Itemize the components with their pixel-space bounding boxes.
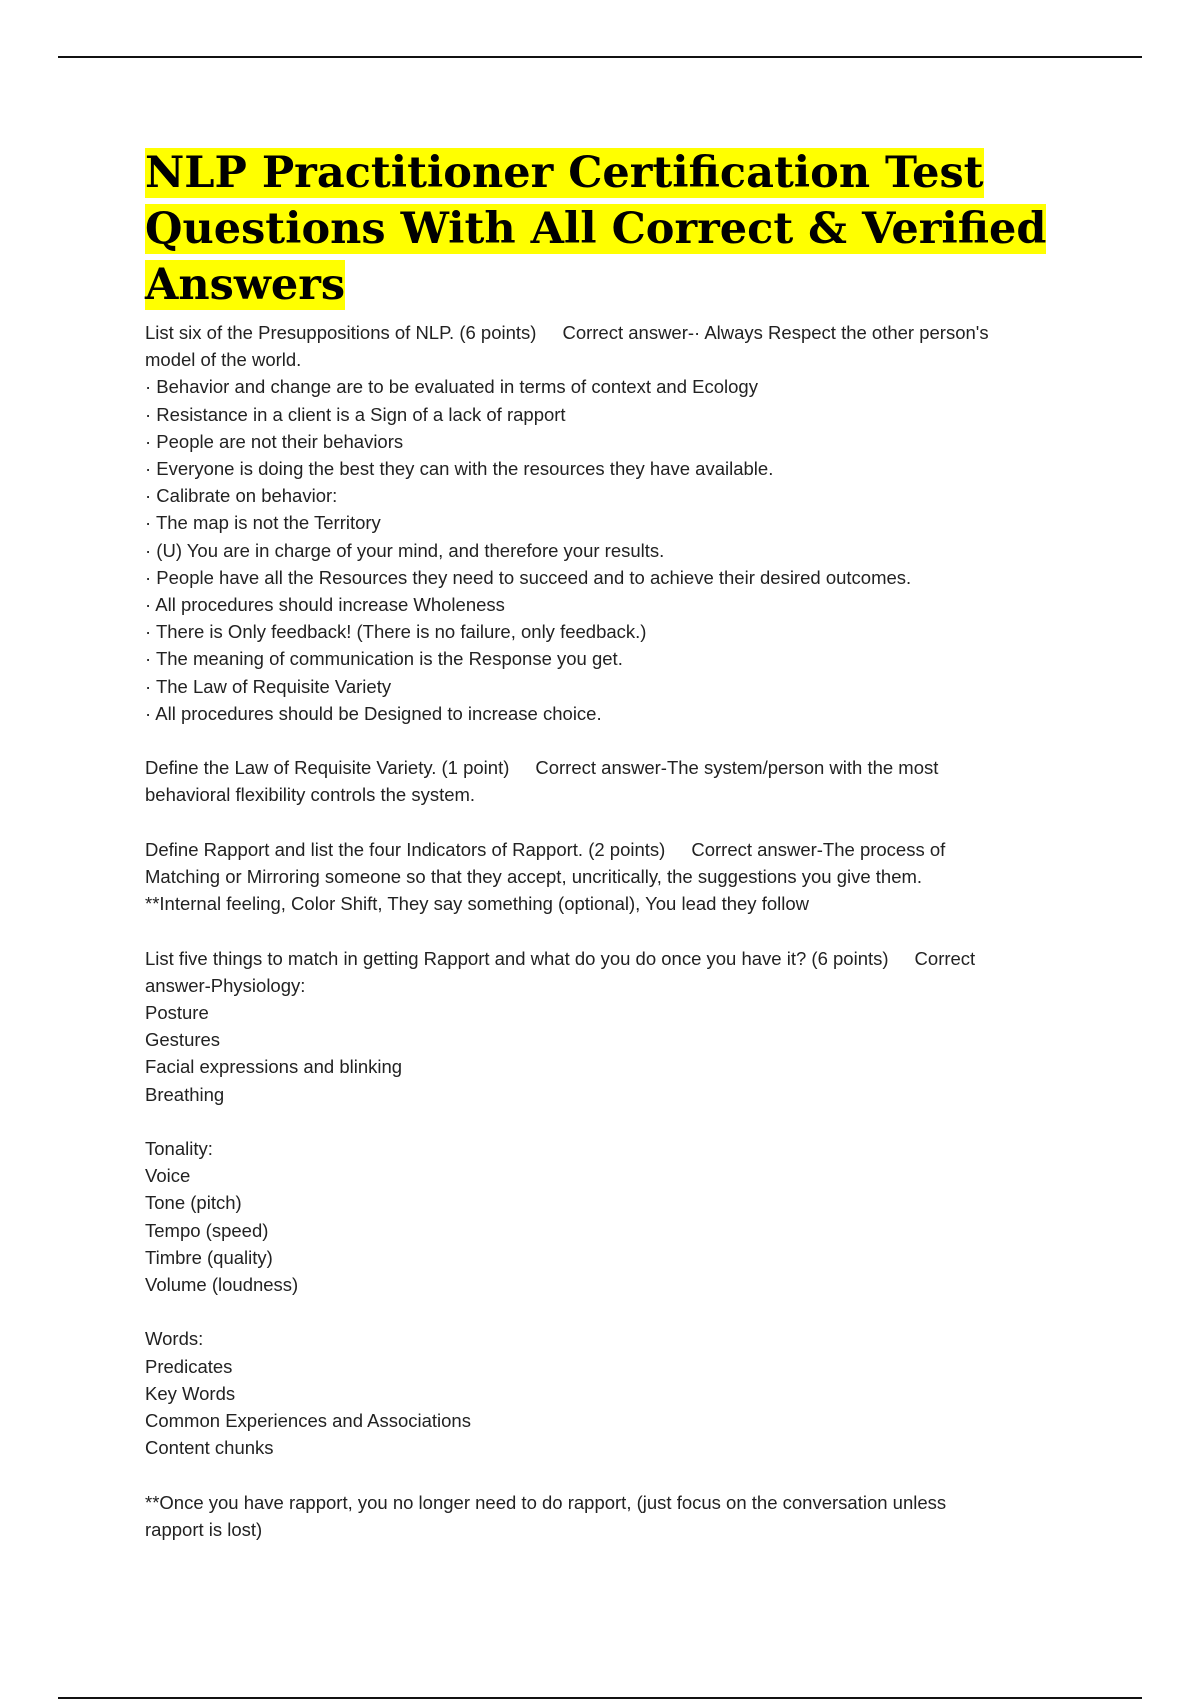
section-heading: Words: [145, 1328, 204, 1350]
list-item: · There is Only feedback! (There is no failure, only feedback.) [145, 621, 647, 643]
list-item: Volume (loudness) [145, 1274, 299, 1296]
list-item: · All procedures should be Designed to increase choice. [145, 702, 602, 724]
list-item: Posture [145, 1002, 209, 1024]
document-body [145, 319, 1065, 1543]
closing-note: **Once you have rapport, you no longer need to do rapport, (just focus on the conversation unless [145, 1491, 947, 1513]
answer-text: Correct answer-The system/person with the most [535, 757, 939, 779]
list-item: Breathing [145, 1083, 225, 1105]
answer-text: Correct answer-The process of [691, 838, 946, 860]
list-item: Tempo (speed) [145, 1219, 269, 1241]
list-item: · Calibrate on behavior: [145, 485, 338, 507]
answer-text: Correct answer-· Always Respect the other person's [562, 322, 989, 343]
question-block-3 [145, 836, 1065, 918]
question-text: List five things to match in getting Rapport and what do you do once you have it? (6 points) [145, 947, 889, 969]
answer-text: Correct [914, 947, 976, 969]
document-title [145, 145, 1065, 313]
list-item: Facial expressions and blinking [145, 1056, 403, 1078]
question-text: List six of the Presuppositions of NLP. (6 points) [145, 322, 537, 343]
list-item: Predicates [145, 1355, 233, 1377]
list-item: Key Words [145, 1382, 236, 1404]
list-item: · All procedures should increase Wholeness [145, 594, 505, 616]
title-line-2: Questions With All Correct & Verified [145, 204, 1047, 254]
question-block-4 [145, 945, 1065, 1543]
header-rule [58, 56, 1142, 58]
list-item: Timbre (quality) [145, 1246, 273, 1268]
question-block-2 [145, 754, 1065, 808]
answer-continuation: model of the world. [145, 349, 302, 371]
list-item: · People are not their behaviors [145, 430, 404, 452]
list-item: · People have all the Resources they need to succeed and to achieve their desired outcomes. [145, 566, 912, 588]
answer-continuation: Matching or Mirroring someone so that they accept, uncritically, the suggestions you give them. [145, 866, 923, 888]
question-text: Define the Law of Requisite Variety. (1 point) [145, 757, 510, 779]
document-page [145, 145, 1065, 1543]
list-item: Tone (pitch) [145, 1192, 242, 1214]
answer-extra: **Internal feeling, Color Shift, They say something (optional), You lead they follow [145, 893, 809, 915]
answer-continuation: behavioral flexibility controls the system. [145, 784, 476, 806]
footer-rule [58, 1697, 1142, 1699]
list-item: · Behavior and change are to be evaluated in terms of context and Ecology [145, 376, 758, 398]
list-item: · Resistance in a client is a Sign of a lack of rapport [145, 403, 566, 425]
list-item: · The Law of Requisite Variety [145, 675, 392, 697]
title-line-3: Answers [145, 260, 346, 310]
answer-continuation: answer-Physiology: [145, 974, 306, 996]
list-item: Gestures [145, 1029, 221, 1051]
closing-note-cont: rapport is lost) [145, 1518, 263, 1540]
list-item: · Everyone is doing the best they can with the resources they have available. [145, 458, 774, 480]
list-item: Content chunks [145, 1437, 274, 1459]
list-item: Common Experiences and Associations [145, 1410, 471, 1432]
list-item: · The meaning of communication is the Response you get. [145, 648, 623, 670]
list-item: · (U) You are in charge of your mind, and therefore your results. [145, 539, 665, 561]
section-heading: Tonality: [145, 1138, 213, 1160]
title-line-1: NLP Practitioner Certification Test [145, 148, 984, 198]
question-text: Define Rapport and list the four Indicators of Rapport. (2 points) [145, 838, 666, 860]
question-block-1 [145, 319, 1065, 727]
list-item: · The map is not the Territory [145, 512, 381, 534]
list-item: Voice [145, 1165, 191, 1187]
